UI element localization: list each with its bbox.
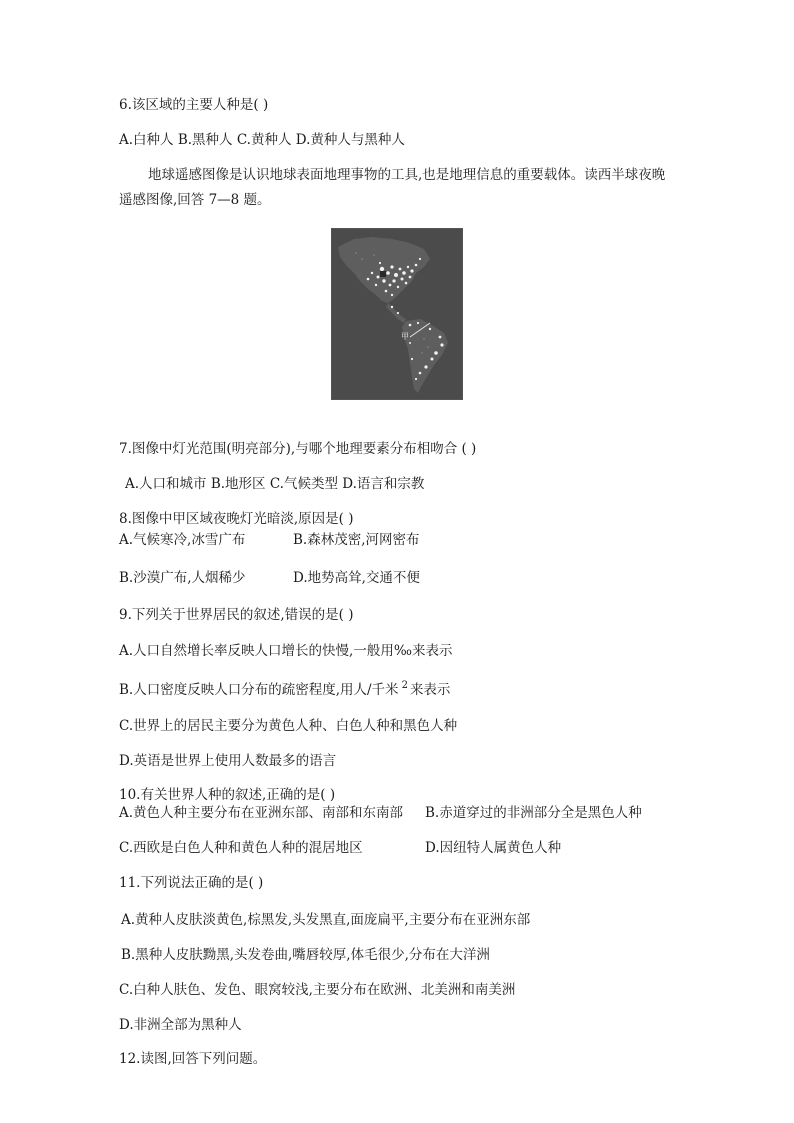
q8-option-a: A.气候寒冷,冰雪广布 xyxy=(119,532,246,548)
q10-options-row-2 xyxy=(119,839,562,857)
q10-option-b: B.赤道穿过的非洲部分全是黑色人种 xyxy=(425,805,642,821)
q6-options: A.白种人 B.黑种人 C.黄种人 D.黄种人与黑种人 xyxy=(119,132,405,148)
q10-option-d: D.因纽特人属黄色人种 xyxy=(425,840,562,856)
night-map-graphic xyxy=(332,229,462,399)
q8-stem: 8.图像中甲区域夜晚灯光暗淡,原因是( ) xyxy=(119,511,354,527)
q8-options-row-1 xyxy=(119,531,420,549)
q9-option-b-text: B.人口密度反映人口分布的疏密程度,用人/千米 xyxy=(119,682,399,698)
q9-option-c: C.世界上的居民主要分为黄色人种、白色人种和黑色人种 xyxy=(119,718,458,734)
q8-options-row-2 xyxy=(119,569,420,587)
q9-option-b-superscript: 2 xyxy=(401,680,408,691)
q7-options: A.人口和城市 B.地形区 C.气候类型 D.语言和宗教 xyxy=(125,476,425,492)
map-label-jia: 甲 xyxy=(401,332,409,341)
q11-option-d: D.非洲全部为黑种人 xyxy=(119,1017,242,1033)
q9-option-b-suffix: 来表示 xyxy=(409,682,451,698)
q11-option-b: B.黑种人皮肤黝黑,头发卷曲,嘴唇较厚,体毛很少,分布在大洋洲 xyxy=(121,947,490,963)
q10-options-row-1 xyxy=(119,804,642,822)
q7-stem: 7.图像中灯光范围(明亮部分),与哪个地理要素分布相吻合 ( ) xyxy=(119,441,477,457)
intro-line-2: 遥感图像,回答 7—8 题。 xyxy=(119,192,271,208)
q9-option-d: D.英语是世界上使用人数最多的语言 xyxy=(119,753,337,769)
q10-stem: 10.有关世界人种的叙述,正确的是( ) xyxy=(119,787,336,803)
intro-line-1: 地球遥感图像是认识地球表面地理事物的工具,也是地理信息的重要载体。读西半球夜晚 xyxy=(148,167,666,183)
q8-option-d: D.地势高耸,交通不便 xyxy=(293,570,420,586)
q10-option-a: A.黄色人种主要分布在亚洲东部、南部和东南部 xyxy=(119,805,404,821)
western-hemisphere-night-map xyxy=(331,228,463,400)
q9-option-a: A.人口自然增长率反映人口增长的快慢,一般用‰来表示 xyxy=(119,643,453,659)
q12-stem: 12.读图,回答下列问题。 xyxy=(119,1051,267,1067)
q8-option-c: B.沙漠广布,人烟稀少 xyxy=(119,570,246,586)
q9-option-b xyxy=(119,681,450,701)
q11-option-c: C.白种人肤色、发色、眼窝较浅,主要分布在欧洲、北美洲和南美洲 xyxy=(119,982,516,998)
q9-stem: 9.下列关于世界居民的叙述,错误的是( ) xyxy=(119,607,354,623)
q10-option-c: C.西欧是白色人种和黄色人种的混居地区 xyxy=(119,840,363,856)
q11-stem: 11.下列说法正确的是( ) xyxy=(119,875,264,891)
q6-stem: 6.该区域的主要人种是( ) xyxy=(119,97,269,113)
q11-option-a: A.黄种人皮肤淡黄色,棕黑发,头发黑直,面庞扁平,主要分布在亚洲东部 xyxy=(121,912,531,928)
q8-option-b: B.森林茂密,河网密布 xyxy=(293,532,420,548)
